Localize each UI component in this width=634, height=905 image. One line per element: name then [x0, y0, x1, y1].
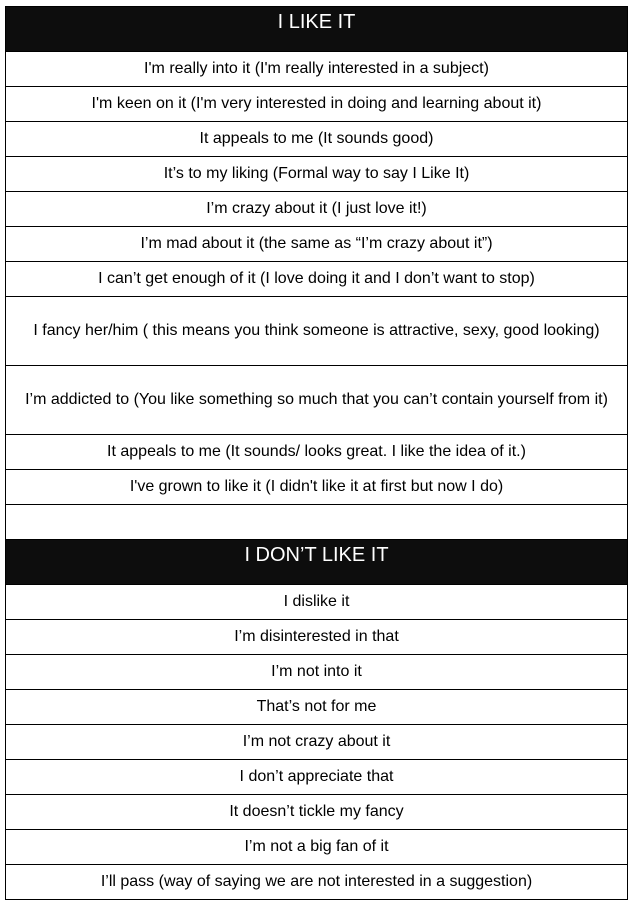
table-row: [6, 157, 628, 192]
table-row: [6, 52, 628, 87]
table-cell: I’m addicted to (You like something so much that you can’t contain yourself from it): [6, 366, 628, 435]
expressions-table: [5, 6, 628, 900]
table-cell: It appeals to me (It sounds/ looks great. I like the idea of it.): [6, 435, 628, 470]
table-cell: I’m crazy about it (I just love it!): [6, 192, 628, 227]
table-cell: I’m not crazy about it: [6, 725, 628, 760]
section-heading: [6, 540, 628, 585]
table-row: [6, 620, 628, 655]
table-row: [6, 435, 628, 470]
table-cell: That’s not for me: [6, 690, 628, 725]
empty-row: [6, 505, 628, 540]
table-cell: I’m not a big fan of it: [6, 830, 628, 865]
section-heading-text: I DON’T LIKE IT: [244, 544, 389, 566]
table-cell: It’s to my liking (Formal way to say I Like It): [6, 157, 628, 192]
table-row: [6, 122, 628, 157]
section-header-dislike: [6, 540, 628, 585]
section-heading: [6, 7, 628, 52]
table-row: [6, 865, 628, 900]
table-row: [6, 262, 628, 297]
table-cell: I don’t appreciate that: [6, 760, 628, 795]
table-row: [6, 795, 628, 830]
table-row: [6, 690, 628, 725]
table-row: [6, 87, 628, 122]
section-header-like: [6, 7, 628, 52]
table-cell: I’m disinterested in that: [6, 620, 628, 655]
table-row: [6, 830, 628, 865]
table-cell: I’m mad about it (the same as “I’m crazy about it”): [6, 227, 628, 262]
table-cell: I've grown to like it (I didn't like it at first but now I do): [6, 470, 628, 505]
table-cell: I dislike it: [6, 585, 628, 620]
table-cell: I can’t get enough of it (I love doing it and I don’t want to stop): [6, 262, 628, 297]
table-row: [6, 192, 628, 227]
table-row: [6, 297, 628, 366]
table-row: [6, 227, 628, 262]
table-cell: It doesn’t tickle my fancy: [6, 795, 628, 830]
table-cell: I fancy her/him ( this means you think someone is attractive, sexy, good looking): [6, 297, 628, 366]
section-heading-text: I LIKE IT: [277, 11, 356, 33]
table-row: [6, 470, 628, 505]
table-cell: I’ll pass (way of saying we are not interested in a suggestion): [6, 865, 628, 900]
table-cell: I’m not into it: [6, 655, 628, 690]
table-row: [6, 366, 628, 435]
table-row: [6, 585, 628, 620]
table-cell: I'm keen on it (I'm very interested in doing and learning about it): [6, 87, 628, 122]
empty-cell: [6, 505, 628, 540]
table-cell: It appeals to me (It sounds good): [6, 122, 628, 157]
table-row: [6, 725, 628, 760]
table-row: [6, 655, 628, 690]
table-cell: I'm really into it (I'm really interested in a subject): [6, 52, 628, 87]
table-row: [6, 760, 628, 795]
